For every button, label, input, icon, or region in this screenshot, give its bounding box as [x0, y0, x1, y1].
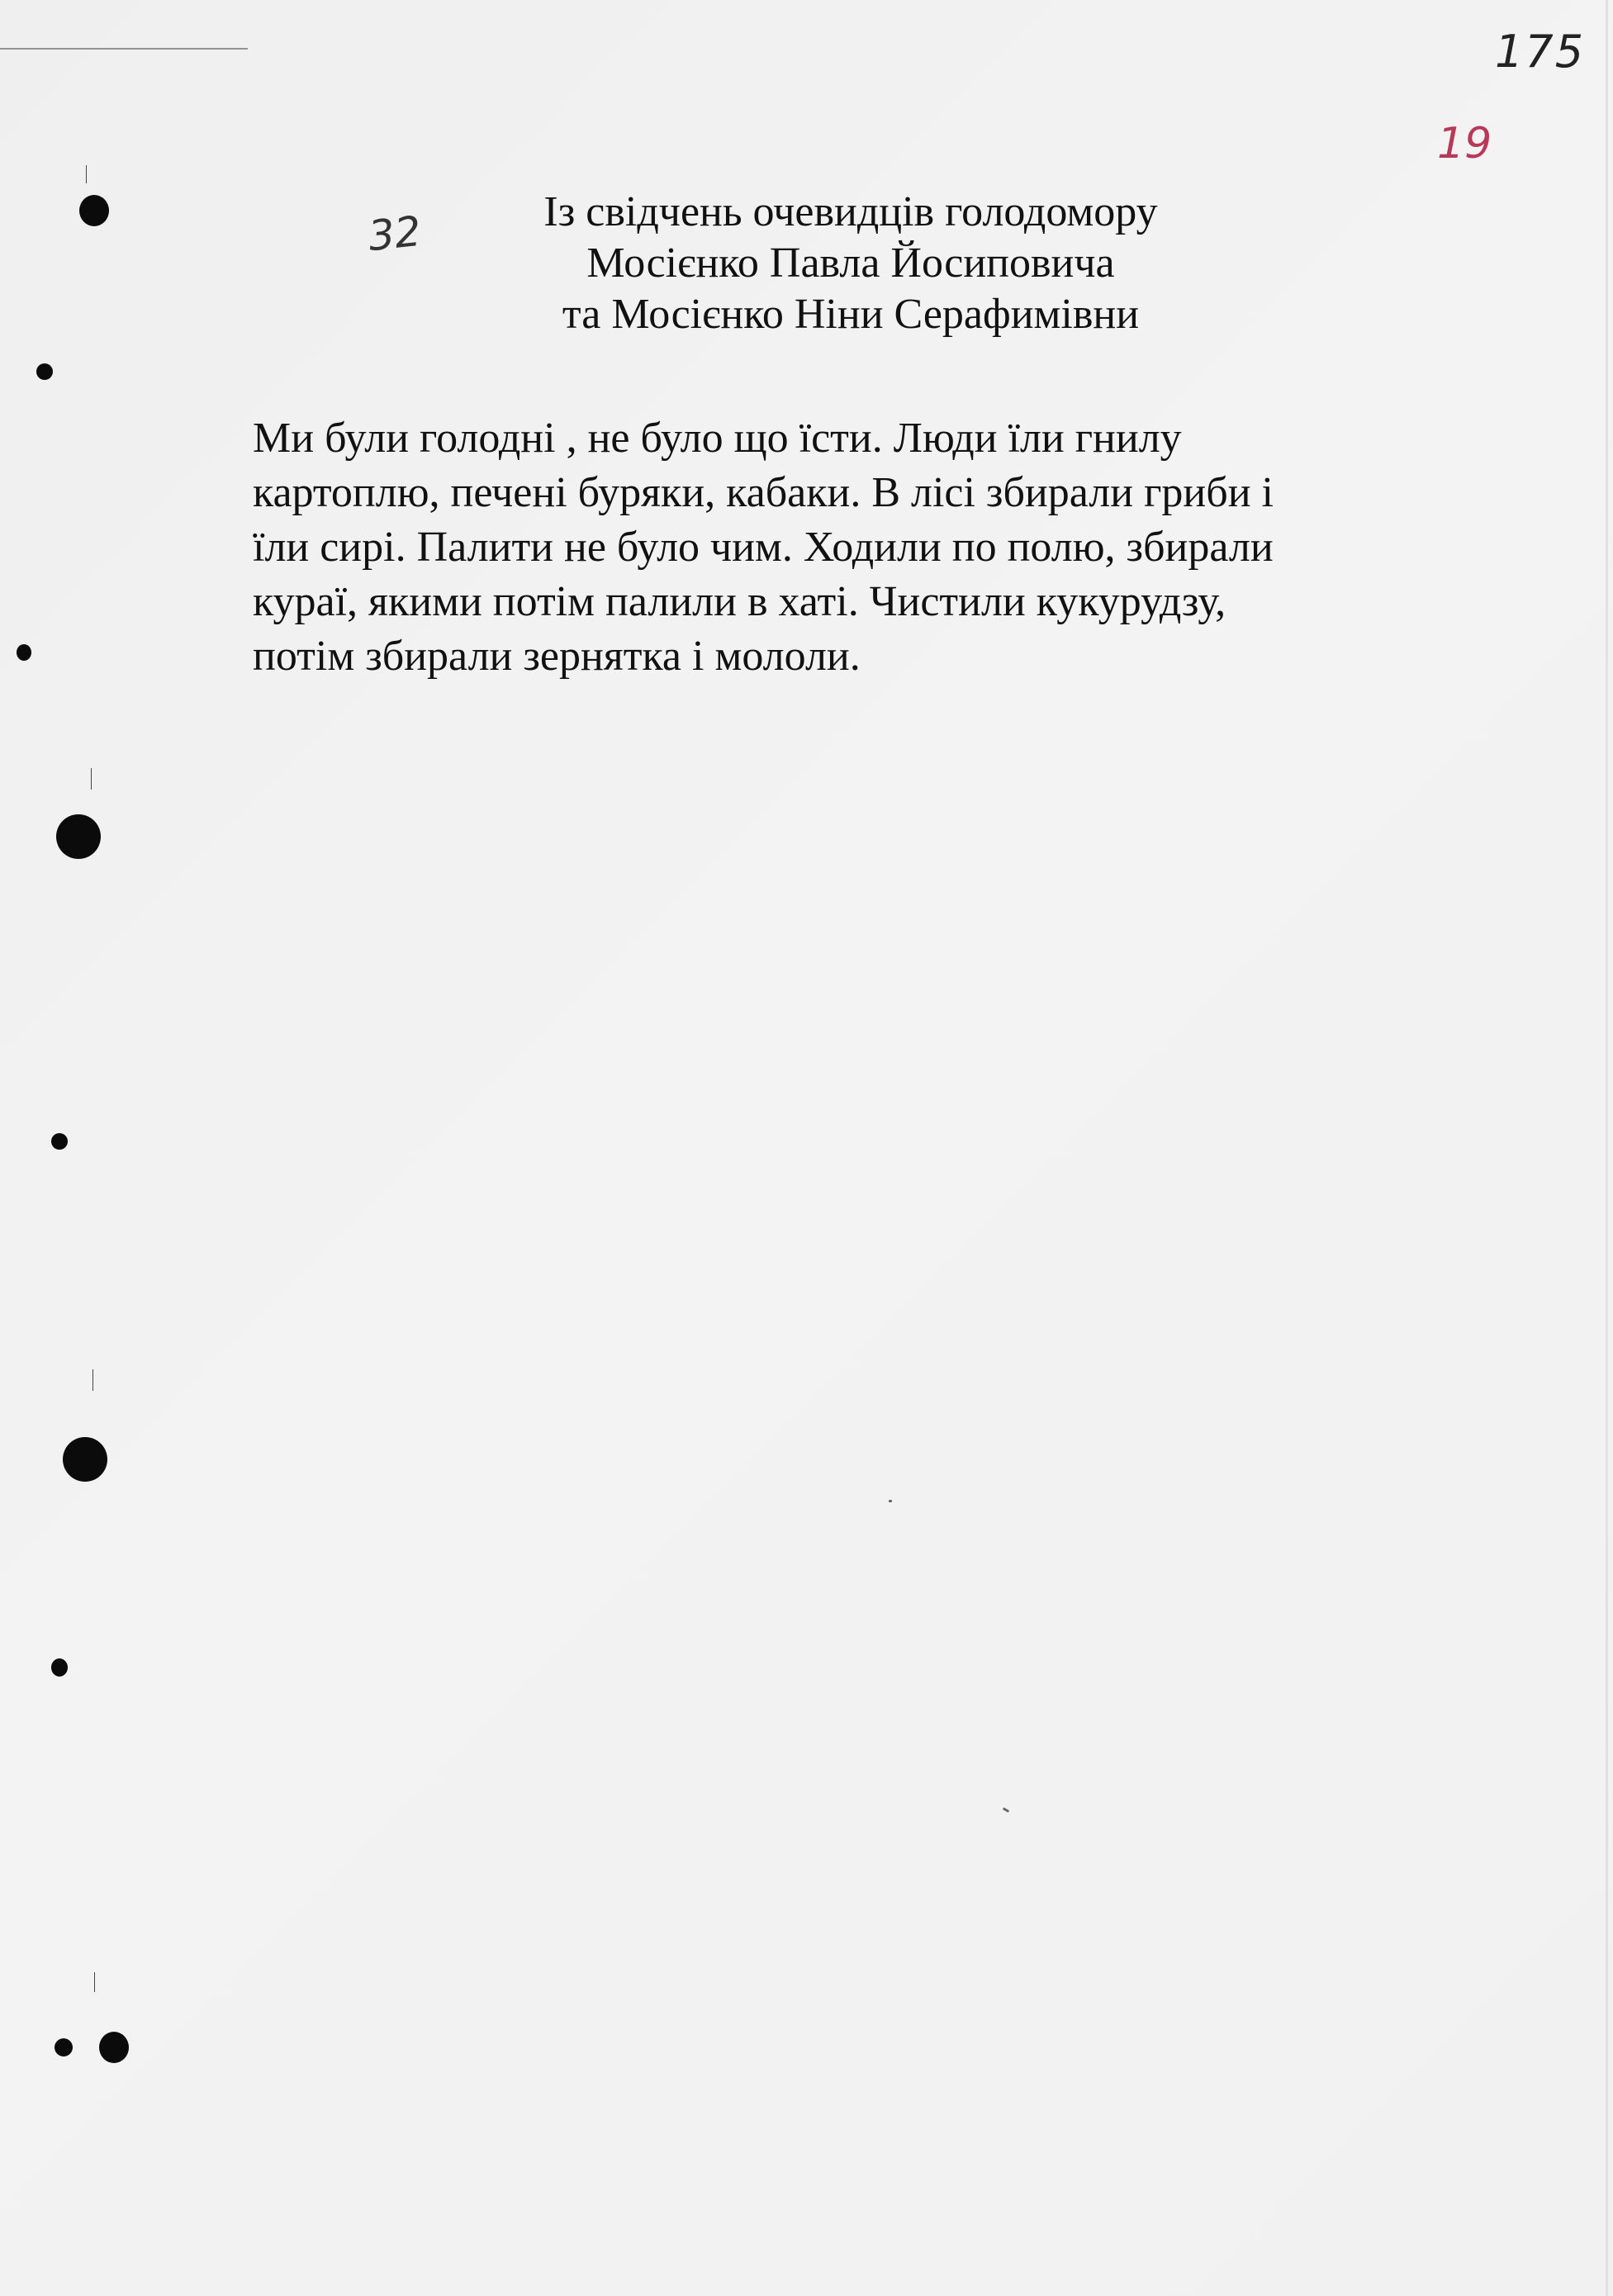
punch-hole — [55, 2038, 73, 2056]
punch-hole — [63, 1437, 107, 1482]
item-number: 32 — [366, 206, 424, 261]
folio-number: 175 — [1495, 26, 1586, 78]
paper-edge-line — [0, 48, 248, 50]
heading-line: Мосієнко Павла Йосиповича — [586, 240, 1115, 287]
testimony-text — [253, 411, 1450, 684]
punch-hole — [56, 814, 101, 859]
paper-speck — [889, 1500, 892, 1502]
pencil-tick — [94, 1972, 95, 1992]
pencil-tick — [86, 165, 87, 183]
punch-hole — [36, 363, 53, 380]
paper-speck — [1003, 1807, 1009, 1813]
testimony-line: потім збирали зернятка і мололи. — [253, 633, 861, 680]
sheet-number: 19 — [1437, 119, 1492, 168]
testimony-line: картоплю, печені буряки, кабаки. В лісі збирали гриби і — [253, 469, 1274, 516]
pencil-tick — [91, 768, 92, 790]
punch-hole — [79, 195, 109, 226]
punch-hole — [17, 644, 31, 661]
punch-hole — [51, 1133, 68, 1150]
punch-hole — [99, 2032, 129, 2063]
testimony-line: кураї, якими потім палили в хаті. Чистили кукурудзу, — [253, 578, 1226, 625]
paper-right-edge — [1606, 0, 1608, 2296]
punch-hole — [51, 1658, 68, 1677]
testimony-line: їли сирі. Палити не було чим. Ходили по полю, збирали — [253, 524, 1274, 571]
document-heading — [429, 187, 1272, 340]
heading-line: Із свідчень очевидців голодомору — [543, 188, 1158, 235]
heading-line: та Мосієнко Ніни Серафимівни — [562, 291, 1140, 338]
testimony-line: Ми були голодні , не було що їсти. Люди їли гнилу — [253, 415, 1182, 462]
